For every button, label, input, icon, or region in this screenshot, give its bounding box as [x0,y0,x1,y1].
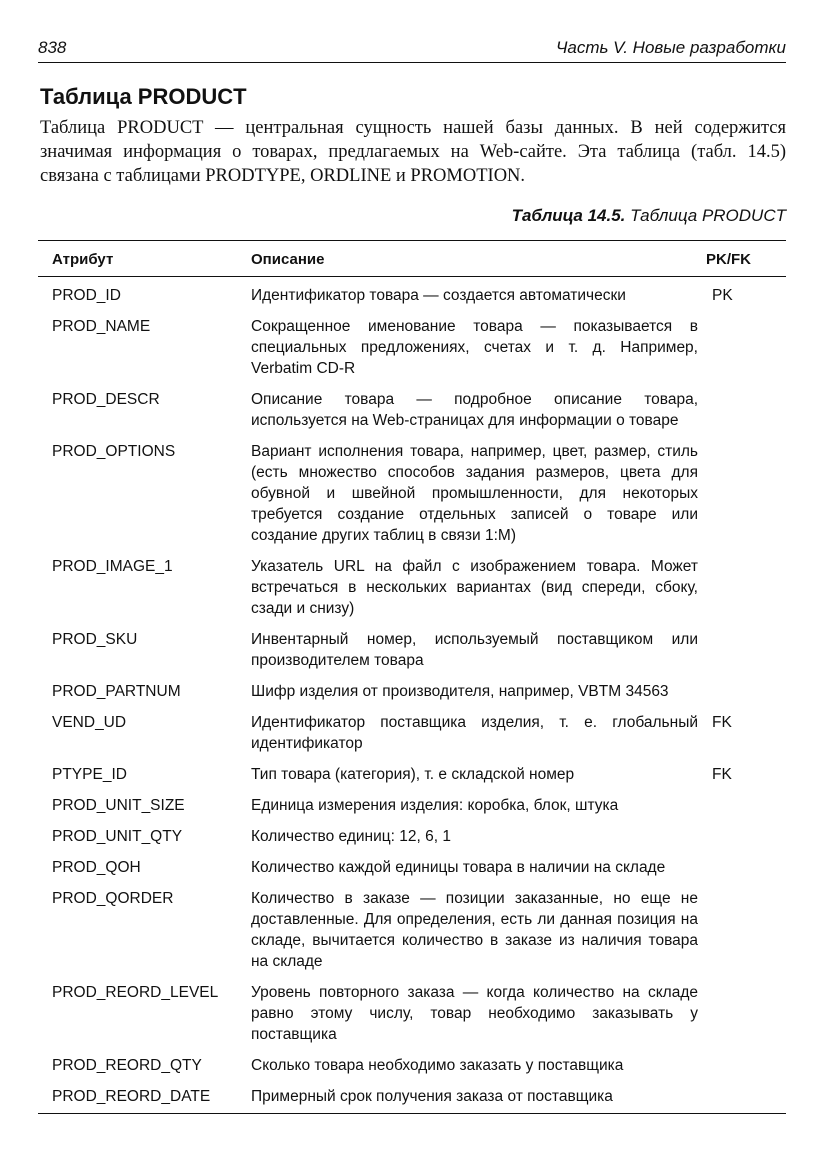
table-row [38,556,786,629]
header-row [38,241,786,277]
header-key: PK/FK [706,241,786,277]
attribute-cell: PROD_REORD_DATE [52,1088,211,1105]
attribute-cell: PROD_NAME [52,318,151,335]
attribute-cell: PTYPE_ID [52,766,127,783]
key-cell [706,1055,786,1086]
description-cell: Сколько товара необходимо заказать у поставщика [251,1057,624,1074]
header-attribute: Атрибут [38,241,251,277]
header-rule [38,62,786,63]
key-cell [706,316,786,389]
attribute-cell: PROD_UNIT_SIZE [52,797,185,814]
description-cell: Идентификатор поставщика изделия, т. е. глобальный идентификатор [251,714,698,752]
key-cell [706,629,786,681]
part-title: Часть V. Новые разработки [555,38,786,57]
description-cell: Количество единиц: 12, 6, 1 [251,828,451,845]
section-title: Таблица PRODUCT [40,84,247,109]
description-cell: Описание товара — подробное описание товара, используется на Web-страницах для информации о товаре [251,391,698,429]
description-cell: Сокращенное именование товара — показывается в специальных предложениях, счетах и т. д. Например, Verbatim CD-R [251,318,698,377]
key-cell: FK [712,766,732,783]
key-cell [706,857,786,888]
attribute-cell: PROD_OPTIONS [52,443,176,460]
attribute-cell: PROD_PARTNUM [52,683,181,700]
key-cell [706,982,786,1055]
table-row [38,888,786,982]
table-row [38,1086,786,1113]
key-cell [706,389,786,441]
header-description: Описание [251,241,706,277]
attribute-cell: PROD_REORD_LEVEL [52,984,219,1001]
running-head [38,38,786,60]
key-cell: FK [712,714,732,731]
table-row [38,795,786,826]
key-cell [706,556,786,629]
table-row [38,316,786,389]
description-cell: Идентификатор товара — создается автоматически [251,287,626,304]
attribute-cell: PROD_ID [52,287,121,304]
key-cell [706,681,786,712]
table-header [38,241,786,277]
product-table [38,240,786,1113]
key-cell [706,1086,786,1113]
table-row [38,1055,786,1086]
key-cell [706,441,786,556]
table-bottom-rule [38,1113,786,1114]
table-caption [512,206,786,226]
table-row [38,277,786,317]
key-cell [706,826,786,857]
table-row [38,441,786,556]
key-cell [706,888,786,982]
attribute-cell: PROD_QOH [52,859,141,876]
description-cell: Уровень повторного заказа — когда количество на складе равно этому числу, товар необходимо заказывать у поставщика [251,984,698,1043]
description-cell: Примерный срок получения заказа от поставщика [251,1088,613,1105]
description-cell: Количество каждой единицы товара в наличии на складе [251,859,666,876]
attribute-cell: PROD_DESCR [52,391,160,408]
table-row [38,857,786,888]
description-cell: Вариант исполнения товара, например, цвет, размер, стиль (есть множество способов задания размеров, цвета для обувной и швейной промышленности, для некоторых требуется создание отдельных записей о товаре или создание других таблиц в связи 1:M) [251,443,698,544]
product-table-wrapper [38,240,786,1114]
attribute-cell: PROD_QORDER [52,890,174,907]
attribute-cell: PROD_IMAGE_1 [52,558,173,575]
description-cell: Шифр изделия от производителя, например, VBTM 34563 [251,683,669,700]
page-number: 838 [38,38,67,57]
table-row [38,764,786,795]
table-row [38,389,786,441]
table-row [38,629,786,681]
table-row [38,712,786,764]
attribute-cell: VEND_UD [52,714,127,731]
description-cell: Единица измерения изделия: коробка, блок, штука [251,797,619,814]
attribute-cell: PROD_SKU [52,631,138,648]
description-cell: Количество в заказе — позиции заказанные, но еще не доставленные. Для определения, есть ли данная позиция на складе, вычитается количество в заказе из наличия товара на складе [251,890,698,970]
table-row [38,826,786,857]
attribute-cell: PROD_REORD_QTY [52,1057,202,1074]
table-row [38,681,786,712]
attribute-cell: PROD_UNIT_QTY [52,828,183,845]
key-cell: PK [712,287,733,304]
key-cell [706,795,786,826]
table-body [38,277,786,1114]
description-cell: Указатель URL на файл с изображением товара. Может встречаться в нескольких вариантах (вид спереди, сбоку, сзади и снизу) [251,558,698,617]
table-caption-label: Таблица 14.5. [511,206,626,225]
description-cell: Инвентарный номер, используемый поставщиком или производителем товара [251,631,698,669]
table-caption-text: Таблица PRODUCT [630,206,786,225]
table-row [38,982,786,1055]
intro-paragraph: Таблица PRODUCT — центральная сущность нашей базы данных. В ней содержится значимая информация о товарах, предлагаемых на Web-сайте. Эта таблица (табл. 14.5) связана с таблицами PRODTYPE, ORDLINE и PROMOTION. [40,118,786,186]
description-cell: Тип товара (категория), т. е складской номер [251,766,575,783]
